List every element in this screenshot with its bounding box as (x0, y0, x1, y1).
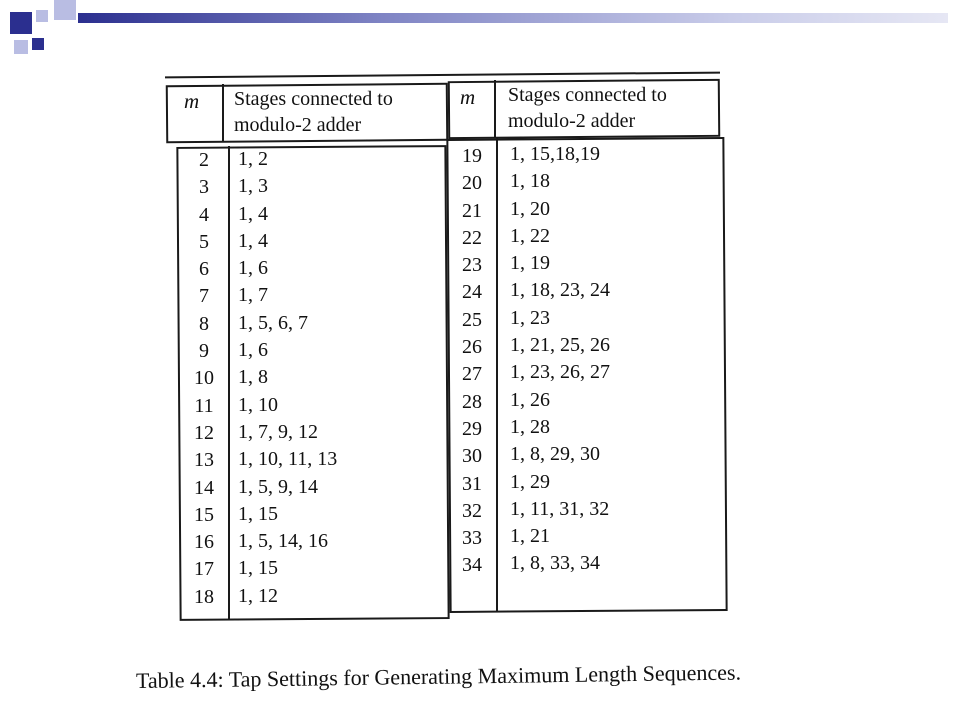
table-row-stages: 1, 23, 26, 27 (510, 361, 610, 384)
header-stages-left-line1: Stages connected to (234, 88, 393, 110)
left-stages-column (238, 146, 337, 610)
table-row-m: 14 (194, 476, 214, 499)
table-row-stages: 1, 18, 23, 24 (510, 279, 610, 302)
table-row-stages: 1, 8, 29, 30 (510, 443, 600, 466)
table-row-stages: 1, 4 (238, 229, 268, 252)
table-caption: Table 4.4: Tap Settings for Generating Maximum Length Sequences. (135, 659, 742, 693)
table-row-stages: 1, 15 (238, 502, 278, 525)
table-row-m: 25 (462, 308, 482, 331)
deco-square-dark (10, 12, 32, 34)
table-row-stages: 1, 23 (510, 306, 550, 329)
table-row-stages: 1, 5, 6, 7 (238, 311, 308, 334)
table-row-m: 26 (462, 336, 482, 359)
table-row-m: 12 (194, 421, 214, 444)
header-divider-left (222, 84, 224, 142)
table-row-stages: 1, 6 (238, 339, 268, 362)
table-row-stages: 1, 3 (238, 175, 268, 198)
deco-square-light (36, 10, 48, 22)
table-row-stages: 1, 6 (238, 257, 268, 280)
left-m-column (182, 147, 226, 611)
deco-square-light (54, 0, 76, 20)
table-row-stages: 1, 26 (510, 388, 550, 411)
table-row-m: 22 (462, 226, 482, 249)
table-row-m: 6 (199, 258, 209, 281)
body-divider-right (496, 138, 498, 612)
table-row-m: 29 (462, 417, 482, 440)
table-row-m: 34 (462, 554, 482, 577)
table-row-stages: 1, 10, 11, 13 (238, 448, 338, 471)
header-stages-right-line1: Stages connected to (508, 84, 667, 106)
header-divider-right (494, 80, 496, 138)
header-stages-left-line2: modulo-2 adder (234, 114, 362, 136)
body-divider-left (228, 146, 230, 620)
table-row-m: 33 (462, 527, 482, 550)
table-row-stages: 1, 12 (238, 584, 278, 607)
table-row-m: 30 (462, 445, 482, 468)
table-row-stages: 1, 8, 33, 34 (510, 552, 600, 575)
table-row-m: 27 (462, 363, 482, 386)
table-row-m: 11 (194, 394, 214, 417)
table-row-m: 10 (194, 367, 214, 390)
table-row-stages: 1, 11, 31, 32 (510, 497, 610, 520)
table-row-stages: 1, 28 (510, 415, 550, 438)
deco-square-light (14, 40, 28, 54)
table-row-stages: 1, 7, 9, 12 (238, 420, 318, 443)
table-row-m: 32 (462, 499, 482, 522)
table-row-stages: 1, 15,18,19 (510, 143, 600, 165)
table-row-m: 5 (199, 230, 209, 253)
table-row-m: 19 (462, 145, 482, 167)
table-row-m: 23 (462, 254, 482, 277)
header-stages-right-line2: modulo-2 adder (508, 110, 636, 132)
table-row-m: 7 (199, 285, 209, 308)
table-row-stages: 1, 5, 14, 16 (238, 530, 328, 553)
table-row-stages: 1, 5, 9, 14 (238, 475, 318, 498)
table-row-stages: 1, 2 (238, 148, 268, 170)
table-row-m: 8 (199, 312, 209, 335)
table-row-stages: 1, 7 (238, 284, 268, 307)
table-row-m: 15 (194, 503, 214, 526)
right-stages-column (510, 141, 610, 578)
table-row-m: 24 (462, 281, 482, 304)
table-row-m: 20 (462, 172, 482, 195)
table-row-stages: 1, 21 (510, 525, 550, 548)
right-m-column (450, 143, 494, 580)
table-row-stages: 1, 19 (510, 252, 550, 275)
table-row-stages: 1, 29 (510, 470, 550, 493)
table-row-m: 4 (199, 203, 209, 226)
table-row-stages: 1, 20 (510, 197, 550, 220)
table-row-stages: 1, 4 (238, 202, 268, 225)
table-row-stages: 1, 10 (238, 393, 278, 416)
table-row-stages: 1, 21, 25, 26 (510, 334, 610, 357)
table-row-stages: 1, 8 (238, 366, 268, 389)
table-row-m: 31 (462, 472, 482, 495)
table-row-m: 28 (462, 390, 482, 413)
table-top-rule (165, 72, 720, 79)
table-row-m: 16 (194, 531, 214, 554)
header-m-left: m (184, 89, 200, 113)
table-row-m: 3 (199, 176, 209, 199)
table-row-stages: 1, 18 (510, 170, 550, 193)
table-row-m: 13 (194, 449, 214, 472)
deco-square-dark (32, 38, 44, 50)
table-row-m: 18 (194, 585, 214, 608)
table-row-m: 2 (199, 149, 209, 171)
table-row-m: 9 (199, 340, 209, 363)
table-scan (160, 70, 740, 630)
header-m-right: m (460, 85, 476, 109)
table-row-stages: 1, 22 (510, 224, 550, 247)
table-row-stages: 1, 15 (238, 557, 278, 580)
table-row-m: 21 (462, 199, 482, 222)
deco-gradient-bar (78, 13, 948, 23)
table-row-m: 17 (194, 558, 214, 581)
